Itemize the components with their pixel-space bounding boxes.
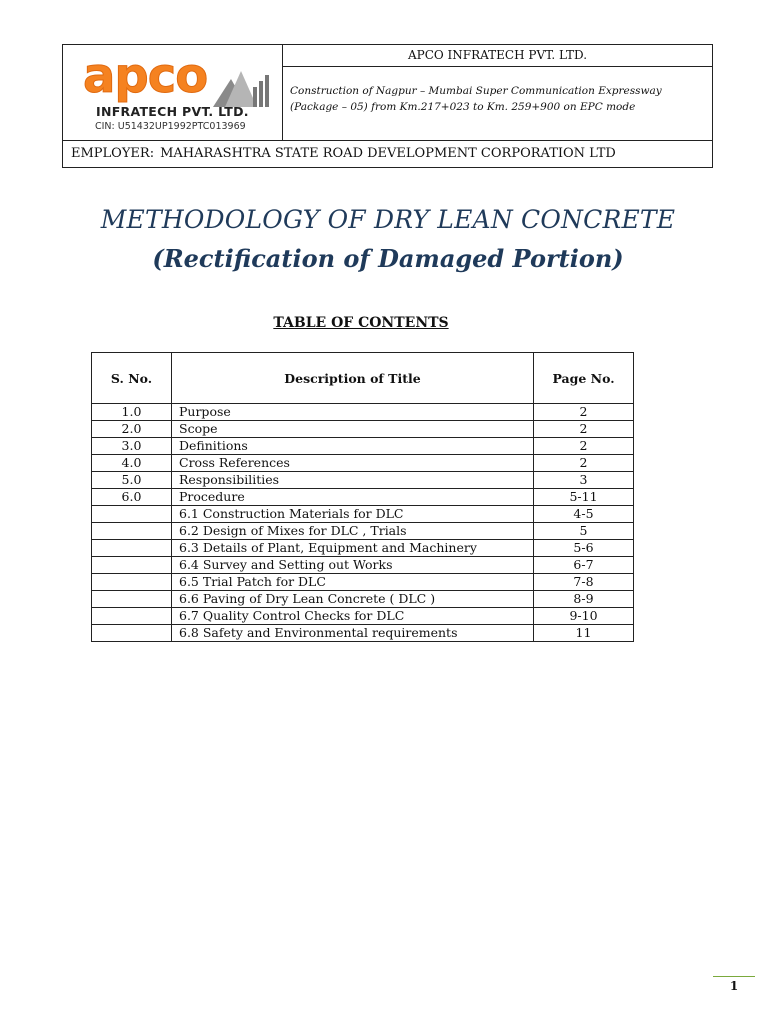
- toc-page-cell: 2: [534, 404, 634, 421]
- table-row: [92, 608, 634, 625]
- project-line-1: Construction of Nagpur – Mumbai Super Communication Expressway: [290, 85, 662, 97]
- company-name: APCO INFRATECH PVT. LTD.: [283, 45, 712, 67]
- project-description: [290, 83, 704, 115]
- employer-row: [63, 140, 712, 167]
- document-header: [62, 44, 713, 168]
- toc-sno-cell: [92, 540, 172, 557]
- document-title: METHODOLOGY OF DRY LEAN CONCRETE: [100, 205, 676, 234]
- project-line-2: (Package – 05) from Km.217+023 to Km. 259+900 on EPC mode: [290, 101, 636, 113]
- logo-building-graphic: [213, 65, 273, 107]
- table-row: [92, 574, 634, 591]
- toc-title-cell: Procedure: [172, 489, 534, 506]
- toc-page-cell: 11: [534, 625, 634, 642]
- company-logo: [63, 45, 283, 140]
- table-row: [92, 404, 634, 421]
- toc-page-cell: 5: [534, 523, 634, 540]
- toc-sno-cell: [92, 523, 172, 540]
- toc-sno-cell: [92, 591, 172, 608]
- toc-page-cell: 7-8: [534, 574, 634, 591]
- col-header-sno: S. No.: [92, 353, 172, 404]
- toc-title-cell: Definitions: [172, 438, 534, 455]
- table-row: [92, 489, 634, 506]
- toc-sno-cell: 3.0: [92, 438, 172, 455]
- toc-page-cell: 5-6: [534, 540, 634, 557]
- toc-sno-cell: [92, 625, 172, 642]
- toc-page-cell: 9-10: [534, 608, 634, 625]
- table-row: [92, 421, 634, 438]
- toc-title-cell: 6.3 Details of Plant, Equipment and Machinery: [172, 540, 534, 557]
- toc-sno-cell: [92, 506, 172, 523]
- toc-title-cell: Scope: [172, 421, 534, 438]
- toc-table: [91, 352, 634, 642]
- document-subtitle: (Rectification of Damaged Portion): [152, 244, 624, 273]
- toc-sno-cell: [92, 608, 172, 625]
- toc-page-cell: 5-11: [534, 489, 634, 506]
- table-row: [92, 438, 634, 455]
- toc-sno-cell: 1.0: [92, 404, 172, 421]
- toc-title-cell: Responsibilities: [172, 472, 534, 489]
- toc-sno-cell: 6.0: [92, 489, 172, 506]
- toc-title-cell: 6.7 Quality Control Checks for DLC: [172, 608, 534, 625]
- col-header-page: Page No.: [534, 353, 634, 404]
- toc-body: [92, 404, 634, 642]
- toc-header-row: [92, 353, 634, 404]
- table-row: [92, 557, 634, 574]
- toc-sno-cell: 4.0: [92, 455, 172, 472]
- table-row: [92, 506, 634, 523]
- toc-page-cell: 2: [534, 455, 634, 472]
- toc-sno-cell: 2.0: [92, 421, 172, 438]
- toc-title-cell: 6.6 Paving of Dry Lean Concrete ( DLC ): [172, 591, 534, 608]
- toc-page-cell: 4-5: [534, 506, 634, 523]
- logo-wordmark: apco: [83, 48, 208, 104]
- toc-page-cell: 2: [534, 438, 634, 455]
- col-header-description: Description of Title: [172, 353, 534, 404]
- toc-title-cell: Purpose: [172, 404, 534, 421]
- logo-cin-number: CIN: U51432UP1992PTC013969: [95, 121, 246, 132]
- table-row: [92, 523, 634, 540]
- table-row: [92, 591, 634, 608]
- toc-sno-cell: [92, 574, 172, 591]
- employer-value: MAHARASHTRA STATE ROAD DEVELOPMENT CORPORATION LTD: [160, 146, 616, 161]
- toc-title-cell: 6.5 Trial Patch for DLC: [172, 574, 534, 591]
- table-row: [92, 540, 634, 557]
- toc-heading: TABLE OF CONTENTS: [273, 315, 449, 331]
- toc-title-cell: Cross References: [172, 455, 534, 472]
- toc-page-cell: 8-9: [534, 591, 634, 608]
- toc-title-cell: 6.1 Construction Materials for DLC: [172, 506, 534, 523]
- toc-title-cell: 6.8 Safety and Environmental requirements: [172, 625, 534, 642]
- table-row: [92, 625, 634, 642]
- toc-page-cell: 6-7: [534, 557, 634, 574]
- table-row: [92, 472, 634, 489]
- toc-title-cell: 6.2 Design of Mixes for DLC , Trials: [172, 523, 534, 540]
- toc-page-cell: 2: [534, 421, 634, 438]
- toc-page-cell: 3: [534, 472, 634, 489]
- toc-sno-cell: 5.0: [92, 472, 172, 489]
- table-row: [92, 455, 634, 472]
- employer-label: EMPLOYER:: [71, 146, 155, 161]
- toc-sno-cell: [92, 557, 172, 574]
- toc-title-cell: 6.4 Survey and Setting out Works: [172, 557, 534, 574]
- logo-subtitle: INFRATECH PVT. LTD.: [96, 104, 249, 119]
- page-number: 1: [713, 976, 755, 993]
